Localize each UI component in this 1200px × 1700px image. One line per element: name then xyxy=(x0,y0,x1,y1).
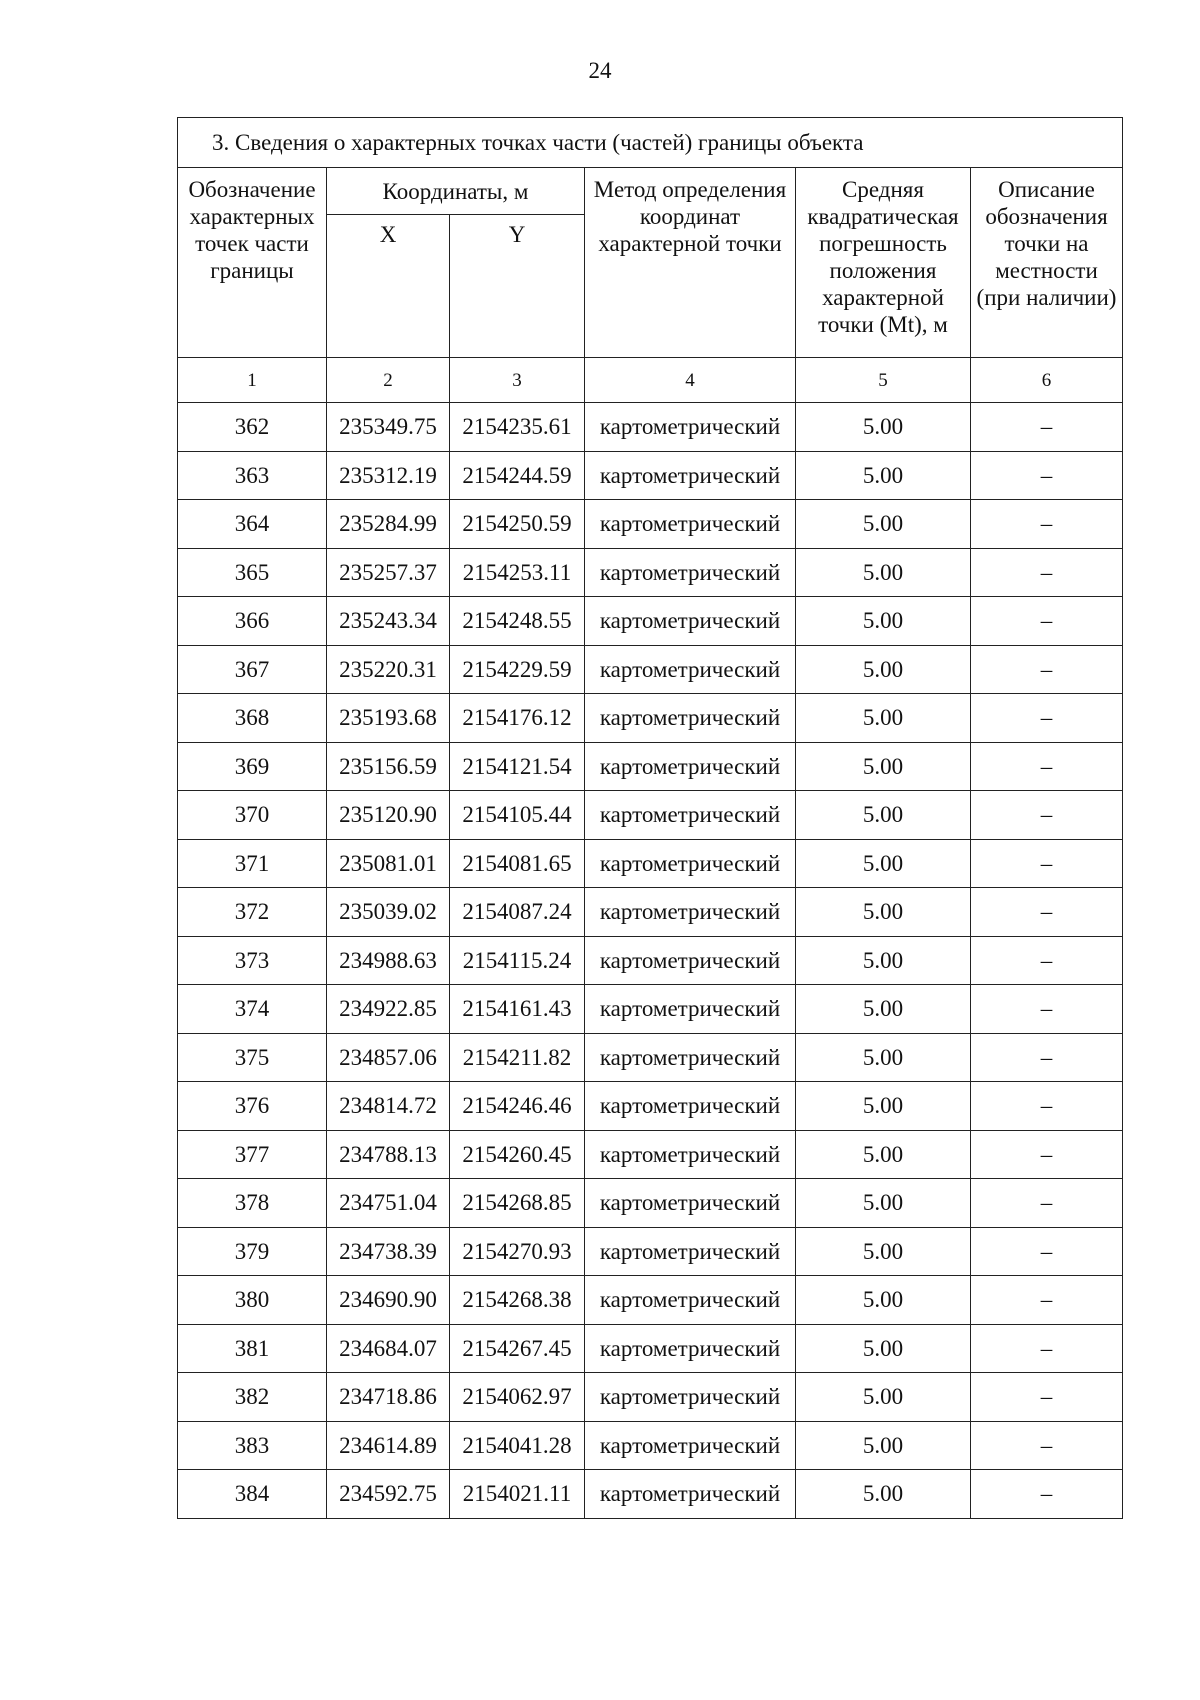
x-coordinate-cell: 235257.37 xyxy=(327,548,450,597)
method-cell: картометрический xyxy=(585,1276,796,1325)
error-cell: 5.00 xyxy=(796,888,971,937)
table-row xyxy=(178,1470,1123,1519)
point-number-cell: 368 xyxy=(178,694,327,743)
point-number-cell: 383 xyxy=(178,1421,327,1470)
table-row xyxy=(178,1373,1123,1422)
method-cell: картометрический xyxy=(585,548,796,597)
boundary-points-table xyxy=(177,117,1123,1519)
method-cell: картометрический xyxy=(585,985,796,1034)
error-cell: 5.00 xyxy=(796,1227,971,1276)
x-coordinate-cell: 234988.63 xyxy=(327,936,450,985)
description-cell: – xyxy=(971,597,1123,646)
method-cell: картометрический xyxy=(585,791,796,840)
x-coordinate-cell: 234738.39 xyxy=(327,1227,450,1276)
point-number-cell: 382 xyxy=(178,1373,327,1422)
point-number-cell: 380 xyxy=(178,1276,327,1325)
description-cell: – xyxy=(971,1421,1123,1470)
description-cell: – xyxy=(971,1082,1123,1131)
error-cell: 5.00 xyxy=(796,597,971,646)
method-cell: картометрический xyxy=(585,597,796,646)
y-coordinate-cell: 2154246.46 xyxy=(450,1082,585,1131)
y-coordinate-cell: 2154121.54 xyxy=(450,742,585,791)
table-row xyxy=(178,500,1123,549)
description-cell: – xyxy=(971,1324,1123,1373)
method-cell: картометрический xyxy=(585,451,796,500)
point-number-cell: 373 xyxy=(178,936,327,985)
error-cell: 5.00 xyxy=(796,742,971,791)
x-coordinate-cell: 235081.01 xyxy=(327,839,450,888)
header-method: Метод определения координат характерной точки xyxy=(585,168,796,358)
y-coordinate-cell: 2154267.45 xyxy=(450,1324,585,1373)
table-title: 3. Сведения о характерных точках части (частей) границы объекта xyxy=(178,118,1123,168)
description-cell: – xyxy=(971,1130,1123,1179)
error-cell: 5.00 xyxy=(796,451,971,500)
description-cell: – xyxy=(971,1276,1123,1325)
x-coordinate-cell: 235120.90 xyxy=(327,791,450,840)
y-coordinate-cell: 2154105.44 xyxy=(450,791,585,840)
y-coordinate-cell: 2154021.11 xyxy=(450,1470,585,1519)
y-coordinate-cell: 2154248.55 xyxy=(450,597,585,646)
x-coordinate-cell: 234690.90 xyxy=(327,1276,450,1325)
method-cell: картометрический xyxy=(585,1033,796,1082)
description-cell: – xyxy=(971,742,1123,791)
method-cell: картометрический xyxy=(585,694,796,743)
point-number-cell: 374 xyxy=(178,985,327,1034)
table-row xyxy=(178,645,1123,694)
error-cell: 5.00 xyxy=(796,985,971,1034)
table-row xyxy=(178,742,1123,791)
method-cell: картометрический xyxy=(585,888,796,937)
point-number-cell: 381 xyxy=(178,1324,327,1373)
x-coordinate-cell: 235349.75 xyxy=(327,403,450,452)
x-coordinate-cell: 235312.19 xyxy=(327,451,450,500)
method-cell: картометрический xyxy=(585,1421,796,1470)
point-number-cell: 379 xyxy=(178,1227,327,1276)
method-cell: картометрический xyxy=(585,1227,796,1276)
x-coordinate-cell: 234751.04 xyxy=(327,1179,450,1228)
table-row xyxy=(178,936,1123,985)
method-cell: картометрический xyxy=(585,645,796,694)
table-row xyxy=(178,839,1123,888)
table-row xyxy=(178,888,1123,937)
y-coordinate-cell: 2154161.43 xyxy=(450,985,585,1034)
table-row xyxy=(178,1227,1123,1276)
y-coordinate-cell: 2154081.65 xyxy=(450,839,585,888)
point-number-cell: 376 xyxy=(178,1082,327,1131)
table-row xyxy=(178,597,1123,646)
method-cell: картометрический xyxy=(585,403,796,452)
header-error: Средняя квадратическая погрешность положения характерной точки (Mt), м xyxy=(796,168,971,358)
header-designation: Обозначение характерных точек части границы xyxy=(178,168,327,358)
error-cell: 5.00 xyxy=(796,1421,971,1470)
error-cell: 5.00 xyxy=(796,645,971,694)
column-number: 1 xyxy=(178,358,327,403)
error-cell: 5.00 xyxy=(796,936,971,985)
header-x: X xyxy=(327,215,450,358)
method-cell: картометрический xyxy=(585,742,796,791)
y-coordinate-cell: 2154176.12 xyxy=(450,694,585,743)
x-coordinate-cell: 235156.59 xyxy=(327,742,450,791)
description-cell: – xyxy=(971,451,1123,500)
point-number-cell: 366 xyxy=(178,597,327,646)
y-coordinate-cell: 2154244.59 xyxy=(450,451,585,500)
column-number: 3 xyxy=(450,358,585,403)
header-y: Y xyxy=(450,215,585,358)
method-cell: картометрический xyxy=(585,1470,796,1519)
table-row xyxy=(178,985,1123,1034)
x-coordinate-cell: 234614.89 xyxy=(327,1421,450,1470)
description-cell: – xyxy=(971,791,1123,840)
y-coordinate-cell: 2154268.38 xyxy=(450,1276,585,1325)
description-cell: – xyxy=(971,888,1123,937)
point-number-cell: 364 xyxy=(178,500,327,549)
error-cell: 5.00 xyxy=(796,403,971,452)
method-cell: картометрический xyxy=(585,1373,796,1422)
table-row xyxy=(178,1130,1123,1179)
point-number-cell: 375 xyxy=(178,1033,327,1082)
x-coordinate-cell: 235220.31 xyxy=(327,645,450,694)
header-coordinates: Координаты, м xyxy=(327,168,585,215)
description-cell: – xyxy=(971,1033,1123,1082)
error-cell: 5.00 xyxy=(796,839,971,888)
point-number-cell: 363 xyxy=(178,451,327,500)
table-row xyxy=(178,1082,1123,1131)
x-coordinate-cell: 235284.99 xyxy=(327,500,450,549)
point-number-cell: 370 xyxy=(178,791,327,840)
column-number: 4 xyxy=(585,358,796,403)
method-cell: картометрический xyxy=(585,936,796,985)
method-cell: картометрический xyxy=(585,1130,796,1179)
y-coordinate-cell: 2154235.61 xyxy=(450,403,585,452)
description-cell: – xyxy=(971,403,1123,452)
table-row xyxy=(178,548,1123,597)
error-cell: 5.00 xyxy=(796,1276,971,1325)
column-numbers-row xyxy=(178,358,1123,403)
description-cell: – xyxy=(971,500,1123,549)
x-coordinate-cell: 234922.85 xyxy=(327,985,450,1034)
x-coordinate-cell: 234788.13 xyxy=(327,1130,450,1179)
y-coordinate-cell: 2154253.11 xyxy=(450,548,585,597)
error-cell: 5.00 xyxy=(796,791,971,840)
point-number-cell: 365 xyxy=(178,548,327,597)
error-cell: 5.00 xyxy=(796,1470,971,1519)
header-description: Описание обозначения точки на местности (при наличии) xyxy=(971,168,1123,358)
x-coordinate-cell: 235193.68 xyxy=(327,694,450,743)
point-number-cell: 377 xyxy=(178,1130,327,1179)
error-cell: 5.00 xyxy=(796,1324,971,1373)
y-coordinate-cell: 2154062.97 xyxy=(450,1373,585,1422)
point-number-cell: 384 xyxy=(178,1470,327,1519)
y-coordinate-cell: 2154250.59 xyxy=(450,500,585,549)
description-cell: – xyxy=(971,839,1123,888)
error-cell: 5.00 xyxy=(796,1373,971,1422)
table-row xyxy=(178,1033,1123,1082)
column-number: 5 xyxy=(796,358,971,403)
table-title-row xyxy=(178,118,1123,168)
table-row xyxy=(178,791,1123,840)
error-cell: 5.00 xyxy=(796,1179,971,1228)
y-coordinate-cell: 2154229.59 xyxy=(450,645,585,694)
y-coordinate-cell: 2154260.45 xyxy=(450,1130,585,1179)
method-cell: картометрический xyxy=(585,500,796,549)
x-coordinate-cell: 234857.06 xyxy=(327,1033,450,1082)
table-row xyxy=(178,694,1123,743)
point-number-cell: 371 xyxy=(178,839,327,888)
method-cell: картометрический xyxy=(585,1082,796,1131)
point-number-cell: 369 xyxy=(178,742,327,791)
page-number: 24 xyxy=(588,58,612,83)
description-cell: – xyxy=(971,548,1123,597)
error-cell: 5.00 xyxy=(796,1082,971,1131)
x-coordinate-cell: 234592.75 xyxy=(327,1470,450,1519)
error-cell: 5.00 xyxy=(796,1033,971,1082)
y-coordinate-cell: 2154268.85 xyxy=(450,1179,585,1228)
table-row xyxy=(178,1324,1123,1373)
description-cell: – xyxy=(971,694,1123,743)
error-cell: 5.00 xyxy=(796,500,971,549)
description-cell: – xyxy=(971,985,1123,1034)
table-row xyxy=(178,1179,1123,1228)
description-cell: – xyxy=(971,1470,1123,1519)
x-coordinate-cell: 234718.86 xyxy=(327,1373,450,1422)
table-row xyxy=(178,403,1123,452)
description-cell: – xyxy=(971,1373,1123,1422)
x-coordinate-cell: 234684.07 xyxy=(327,1324,450,1373)
y-coordinate-cell: 2154087.24 xyxy=(450,888,585,937)
y-coordinate-cell: 2154211.82 xyxy=(450,1033,585,1082)
x-coordinate-cell: 235039.02 xyxy=(327,888,450,937)
description-cell: – xyxy=(971,645,1123,694)
error-cell: 5.00 xyxy=(796,1130,971,1179)
method-cell: картометрический xyxy=(585,839,796,888)
column-number: 2 xyxy=(327,358,450,403)
description-cell: – xyxy=(971,1179,1123,1228)
column-number: 6 xyxy=(971,358,1123,403)
table-row xyxy=(178,451,1123,500)
x-coordinate-cell: 235243.34 xyxy=(327,597,450,646)
method-cell: картометрический xyxy=(585,1324,796,1373)
table-row xyxy=(178,1421,1123,1470)
method-cell: картометрический xyxy=(585,1179,796,1228)
error-cell: 5.00 xyxy=(796,694,971,743)
point-number-cell: 378 xyxy=(178,1179,327,1228)
point-number-cell: 362 xyxy=(178,403,327,452)
y-coordinate-cell: 2154270.93 xyxy=(450,1227,585,1276)
table-row xyxy=(178,1276,1123,1325)
y-coordinate-cell: 2154115.24 xyxy=(450,936,585,985)
x-coordinate-cell: 234814.72 xyxy=(327,1082,450,1131)
description-cell: – xyxy=(971,936,1123,985)
description-cell: – xyxy=(971,1227,1123,1276)
error-cell: 5.00 xyxy=(796,548,971,597)
point-number-cell: 367 xyxy=(178,645,327,694)
y-coordinate-cell: 2154041.28 xyxy=(450,1421,585,1470)
table-header-row xyxy=(178,168,1123,215)
point-number-cell: 372 xyxy=(178,888,327,937)
